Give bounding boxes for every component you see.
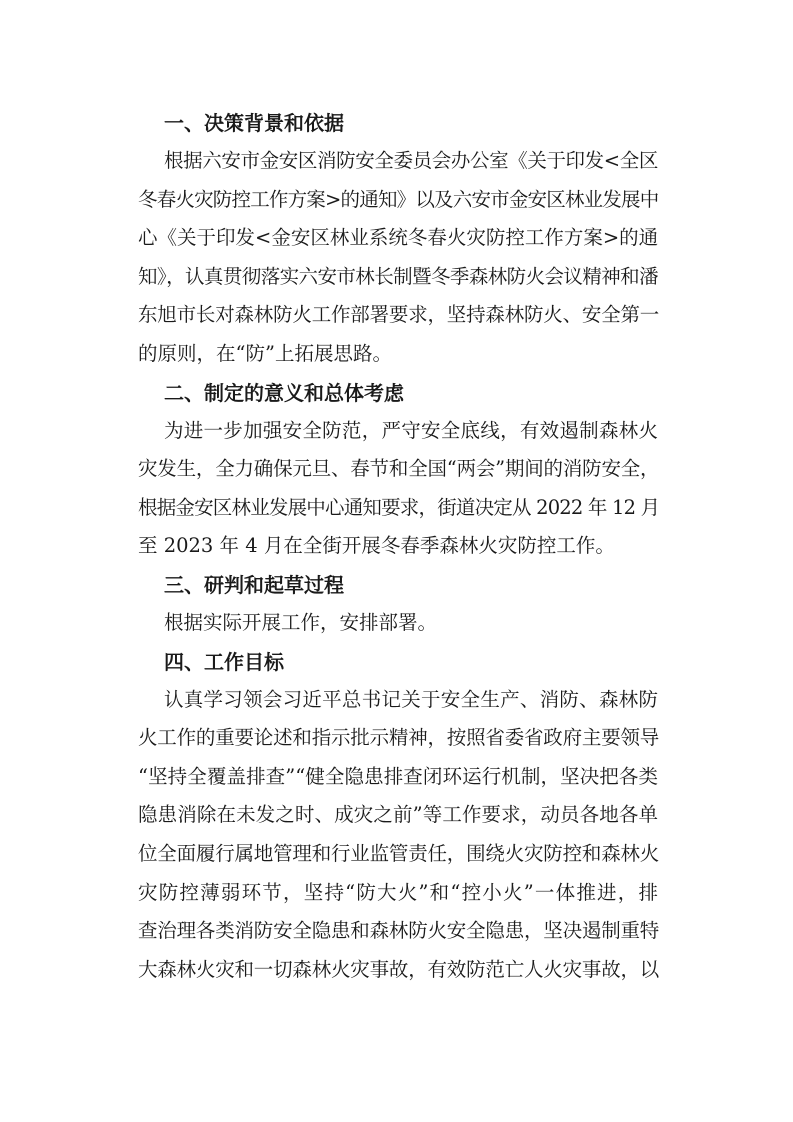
- paragraph-line: 至 2023 年 4 月在全街开展冬春季森林火灾防控工作。: [138, 534, 615, 558]
- paragraph-line: 的原则，在“防”上拓展思路。: [138, 341, 392, 365]
- paragraph-line: 知》，认真贯彻落实六安市林长制暨冬季森林防火会议精神和潘: [138, 264, 658, 288]
- section-heading-4: 四、工作目标: [164, 649, 284, 674]
- section-paragraph-1: [138, 142, 658, 374]
- section-heading-2: 二、制定的意义和总体考虑: [164, 380, 404, 405]
- section-paragraph-2: [138, 412, 658, 566]
- section-paragraph-4: [138, 681, 658, 990]
- section-paragraph-3: [138, 604, 658, 643]
- paragraph-line: 位全面履行属地管理和行业监管责任，围绕火灾防控和森林火: [138, 841, 660, 865]
- section-heading-3: 三、研判和起草过程: [164, 572, 344, 597]
- paragraph-line: 冬春火灾防控工作方案>的通知》以及六安市金安区林业发展中: [138, 187, 659, 211]
- paragraph-line: 东旭市长对森林防火工作部署要求，坚持森林防火、安全第一: [138, 303, 660, 327]
- paragraph-line: 根据实际开展工作，安排部署。: [164, 610, 438, 634]
- paragraph-line: 查治理各类消防安全隐患和森林防火安全隐患，坚决遏制重特: [138, 919, 660, 943]
- paragraph-line: 隐患消除在未发之时、成灾之前”等工作要求，动员各地各单: [138, 803, 658, 827]
- paragraph-line: 认真学习领会习近平总书记关于安全生产、消防、森林防: [164, 687, 658, 711]
- paragraph-line: 大森林火灾和一切森林火灾事故，有效防范亡人火灾事故，以: [138, 957, 660, 981]
- paragraph-line: 为进一步加强安全防范，严守安全底线，有效遏制森林火: [164, 418, 658, 442]
- paragraph-line: 根据六安市金安区消防安全委员会办公室《关于印发<全区: [164, 149, 658, 172]
- paragraph-line: 根据金安区林业发展中心通知要求，街道决定从 2022 年 12 月: [138, 495, 660, 519]
- document-body: [138, 104, 658, 989]
- paragraph-line: 灾发生，全力确保元旦、春节和全国“两会”期间的消防安全，: [138, 457, 660, 481]
- section-heading-1: 一、决策背景和依据: [164, 111, 344, 135]
- paragraph-line: 火工作的重要论述和指示批示精神，按照省委省政府主要领导: [138, 726, 660, 750]
- paragraph-line: 心《关于印发<金安区林业系统冬春火灾防控工作方案>的通: [138, 226, 659, 250]
- paragraph-line: “坚持全覆盖排查”“健全隐患排查闭环运行机制，坚决把各类: [138, 764, 658, 788]
- paragraph-line: 灾防控薄弱环节，坚持“防大火”和“控小火”一体推进，排: [138, 880, 658, 904]
